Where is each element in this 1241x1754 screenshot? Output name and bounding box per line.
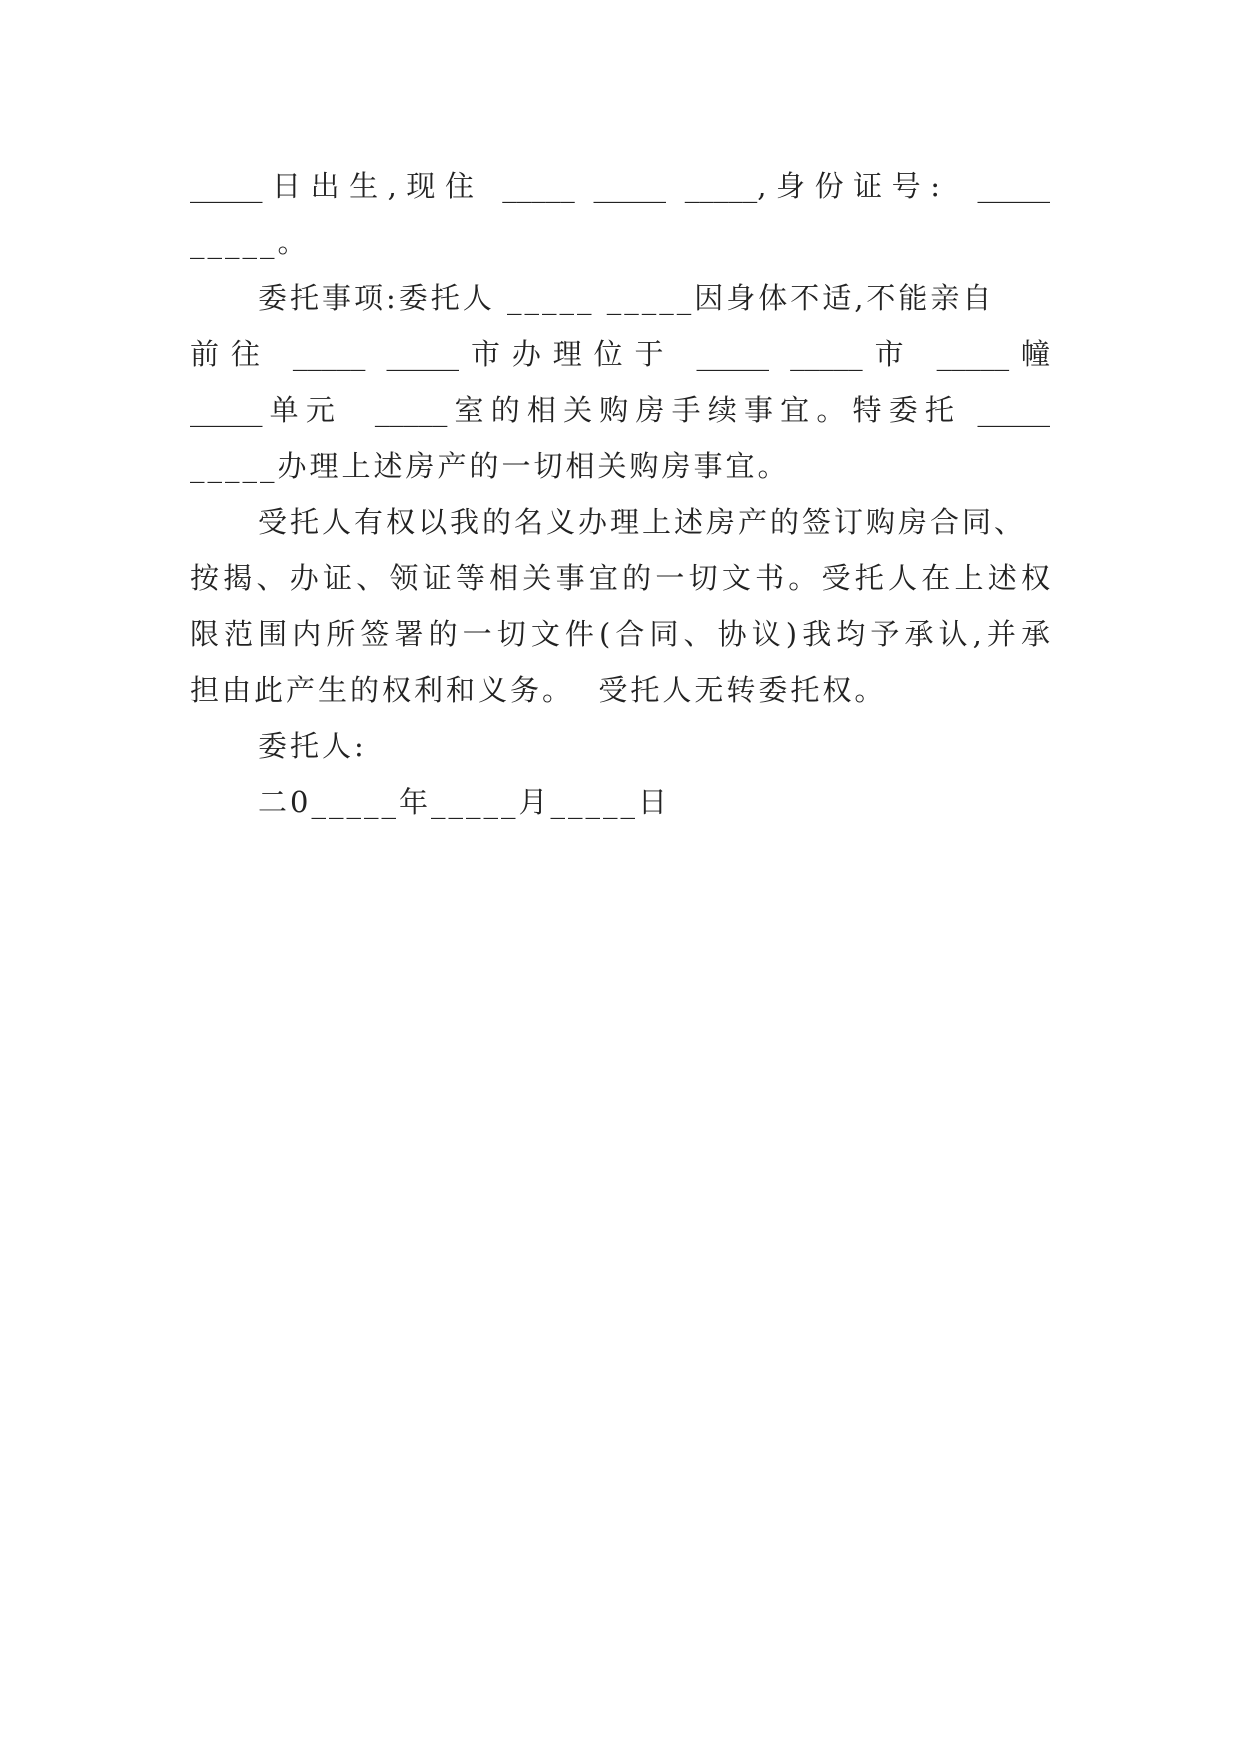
text-line-id-continued: _____。 <box>190 225 310 259</box>
date-line: 二0_____年_____月_____日 <box>258 785 670 819</box>
text-line-mortgage-documents: 按揭、办证、领证等相关事宜的一切文书。受托人在上述权 <box>190 561 1050 595</box>
text-line-unit-room: _____单元 _____室的相关购房手续事宜。特委托 _____ <box>190 393 1050 427</box>
text-line-obligations: 担由此产生的权利和义务。 受托人无转委托权。 <box>190 673 887 707</box>
text-line-trustee-rights: 受托人有权以我的名义办理上述房产的签订购房合同、 <box>258 505 1027 539</box>
text-line-scope-acknowledge: 限范围内所签署的一切文件(合同、协议)我均予承认,并承 <box>190 617 1050 651</box>
text-line-handle-affairs: _____办理上述房产的一切相关购房事宜。 <box>190 449 790 483</box>
text-line-birth-address-id: _____日出生,现住 _____ _____ _____,身份证号: _____ <box>190 169 1050 203</box>
signature-label: 委托人: <box>258 729 367 763</box>
text-line-city-location: 前往 _____ _____市办理位于 _____ _____市 _____幢 <box>190 337 1050 371</box>
text-line-entrusted-matters: 委托事项:委托人 _____ _____因身体不适,不能亲自 <box>258 281 995 315</box>
